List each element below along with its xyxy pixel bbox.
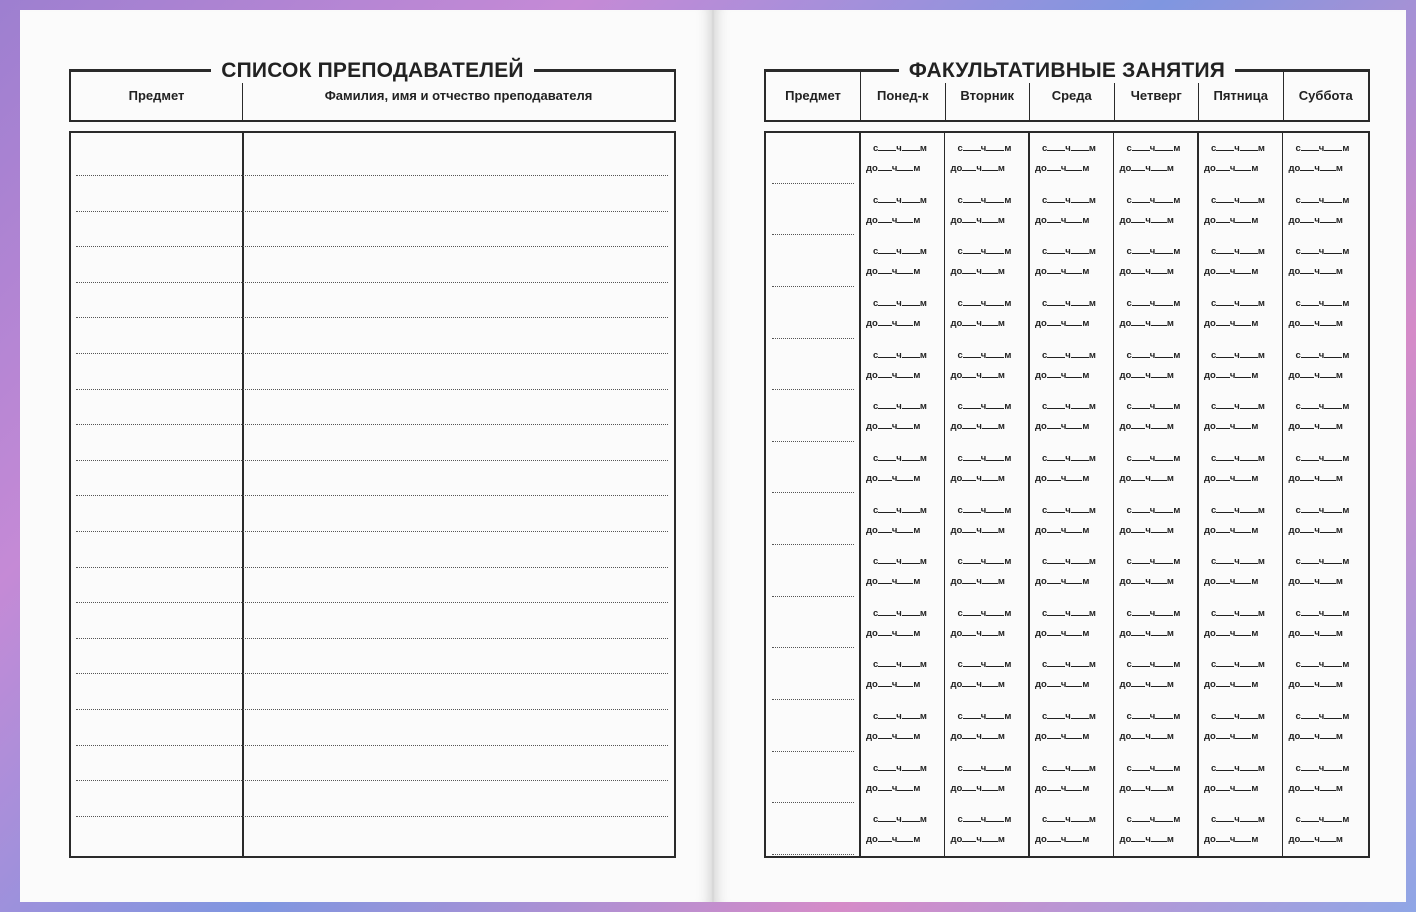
time-to-field[interactable]: до ч м bbox=[1035, 679, 1090, 691]
writing-line bbox=[76, 175, 668, 176]
time-to-field[interactable]: до ч м bbox=[866, 214, 921, 226]
time-from-field[interactable]: с ч м bbox=[957, 452, 1012, 464]
subject-writing-line[interactable] bbox=[772, 699, 854, 700]
time-to-field[interactable]: до ч м bbox=[1204, 834, 1259, 846]
time-to-field[interactable]: до ч м bbox=[1119, 782, 1174, 794]
time-from-field[interactable]: с ч м bbox=[1042, 194, 1096, 206]
time-to-field[interactable]: до ч м bbox=[1288, 782, 1343, 794]
writing-line bbox=[76, 816, 668, 817]
book-spine bbox=[712, 10, 714, 902]
writing-line bbox=[76, 531, 668, 532]
subject-writing-line[interactable] bbox=[772, 854, 854, 855]
time-from-field[interactable]: с ч м bbox=[957, 762, 1012, 774]
time-to-field[interactable]: до ч м bbox=[1035, 627, 1090, 639]
subject-writing-line[interactable] bbox=[772, 338, 854, 339]
elective-row bbox=[766, 288, 1368, 340]
time-from-field[interactable]: с ч м bbox=[957, 711, 1012, 723]
time-from-field[interactable]: с ч м bbox=[1211, 194, 1265, 206]
time-to-field[interactable]: до ч м bbox=[1204, 317, 1259, 329]
time-from-field[interactable]: с ч м bbox=[873, 349, 927, 361]
time-to-field[interactable]: до ч м bbox=[1288, 369, 1343, 381]
time-to-field[interactable]: до ч м bbox=[950, 782, 1005, 794]
time-to-field[interactable]: до ч м bbox=[866, 163, 921, 174]
time-from-field[interactable]: с ч м bbox=[1126, 762, 1181, 774]
time-to-field[interactable]: до ч м bbox=[950, 627, 1005, 639]
writing-line bbox=[76, 282, 668, 283]
time-from-field[interactable]: с ч м bbox=[1211, 143, 1265, 154]
header-saturday: Суббота bbox=[1298, 88, 1353, 103]
time-from-field[interactable]: с ч м bbox=[957, 246, 1012, 258]
time-from-field[interactable]: с ч м bbox=[1295, 349, 1350, 361]
time-from-field[interactable]: с ч м bbox=[873, 659, 927, 671]
time-to-field[interactable]: до ч м bbox=[950, 679, 1005, 691]
time-to-field[interactable]: до ч м bbox=[1035, 576, 1090, 588]
time-from-field[interactable]: с ч м bbox=[1295, 452, 1350, 464]
teachers-list-title-text: СПИСОК ПРЕПОДАВАТЕЛЕЙ bbox=[211, 59, 533, 83]
time-from-field[interactable]: с ч м bbox=[957, 607, 1012, 619]
time-from-field[interactable]: с ч м bbox=[1295, 504, 1350, 516]
subject-writing-line[interactable] bbox=[772, 544, 854, 545]
header-thursday: Четверг bbox=[1115, 71, 1200, 120]
writing-line bbox=[76, 673, 668, 674]
writing-line bbox=[76, 780, 668, 781]
time-to-field[interactable]: до ч м bbox=[1035, 782, 1090, 794]
writing-line bbox=[76, 211, 668, 212]
time-from-field[interactable]: с ч м bbox=[957, 504, 1012, 516]
time-from-field[interactable]: с ч м bbox=[1126, 194, 1181, 206]
header-friday: Пятница bbox=[1199, 71, 1284, 120]
time-to-field[interactable]: до ч м bbox=[1119, 266, 1174, 278]
time-from-field[interactable]: с ч м bbox=[1211, 814, 1265, 826]
elective-row bbox=[766, 340, 1368, 392]
time-from-field[interactable]: с ч м bbox=[1126, 711, 1181, 723]
time-to-field[interactable]: до ч м bbox=[866, 834, 921, 846]
electives-grid bbox=[766, 133, 1368, 856]
time-from-field[interactable]: с ч м bbox=[1295, 762, 1350, 774]
time-from-field[interactable]: с ч м bbox=[1126, 246, 1181, 258]
time-to-field[interactable]: до ч м bbox=[866, 317, 921, 329]
time-to-field[interactable]: до ч м bbox=[866, 782, 921, 794]
time-to-field[interactable]: до ч м bbox=[866, 524, 921, 536]
time-to-field[interactable]: до ч м bbox=[866, 266, 921, 278]
writing-line bbox=[76, 567, 668, 568]
time-from-field[interactable]: с ч м bbox=[1126, 143, 1181, 154]
time-from-field[interactable]: с ч м bbox=[1042, 711, 1096, 723]
writing-line bbox=[76, 638, 668, 639]
time-to-field[interactable]: до ч м bbox=[1204, 731, 1259, 743]
elective-row bbox=[766, 185, 1368, 237]
time-from-field[interactable]: с ч м bbox=[1126, 349, 1181, 361]
header-tuesday: Вторник bbox=[946, 71, 1031, 120]
time-to-field[interactable]: до ч м bbox=[950, 163, 1005, 174]
electives-table-body[interactable] bbox=[764, 131, 1370, 858]
time-from-field[interactable]: с ч м bbox=[1126, 452, 1181, 464]
elective-row bbox=[766, 391, 1368, 443]
time-to-field[interactable]: до ч м bbox=[1035, 834, 1090, 846]
time-to-field[interactable]: до ч м bbox=[1119, 576, 1174, 588]
time-to-field[interactable]: до ч м bbox=[1288, 576, 1343, 588]
time-to-field[interactable]: до ч м bbox=[1288, 627, 1343, 639]
time-to-field[interactable]: до ч м bbox=[950, 266, 1005, 278]
time-to-field[interactable]: до ч м bbox=[1288, 317, 1343, 329]
time-from-field[interactable]: с ч м bbox=[1042, 814, 1096, 826]
elective-row bbox=[766, 804, 1368, 856]
time-from-field[interactable]: с ч м bbox=[1042, 659, 1096, 671]
elective-row bbox=[766, 649, 1368, 701]
time-from-field[interactable]: с ч м bbox=[1126, 659, 1181, 671]
writing-line bbox=[76, 389, 668, 390]
time-from-field[interactable]: с ч м bbox=[873, 711, 927, 723]
time-from-field[interactable]: с ч м bbox=[873, 607, 927, 619]
time-to-field[interactable]: до ч м bbox=[1204, 627, 1259, 639]
time-to-field[interactable]: до ч м bbox=[950, 576, 1005, 588]
time-to-field[interactable]: до ч м bbox=[866, 576, 921, 588]
time-from-field[interactable]: с ч м bbox=[1211, 504, 1265, 516]
header-teacher-name: Фамилия, имя и отчество преподавателя bbox=[324, 88, 593, 103]
time-to-field[interactable]: до ч м bbox=[1119, 317, 1174, 329]
teachers-table-body[interactable] bbox=[69, 131, 676, 858]
subject-writing-line[interactable] bbox=[772, 802, 854, 803]
elective-row bbox=[766, 598, 1368, 650]
header-monday: Понед-к bbox=[861, 71, 946, 120]
time-to-field[interactable]: до ч м bbox=[866, 679, 921, 691]
time-from-field[interactable]: с ч м bbox=[1295, 659, 1350, 671]
time-to-field[interactable]: до ч м bbox=[1204, 214, 1259, 226]
time-to-field[interactable]: до ч м bbox=[1035, 731, 1090, 743]
time-from-field[interactable]: с ч м bbox=[873, 556, 927, 568]
time-from-field[interactable]: с ч м bbox=[1126, 297, 1181, 309]
time-from-field[interactable]: с ч м bbox=[1042, 762, 1096, 774]
time-to-field[interactable]: до ч м bbox=[1119, 421, 1174, 433]
time-from-field[interactable]: с ч м bbox=[873, 297, 927, 309]
time-to-field[interactable]: до ч м bbox=[1035, 472, 1090, 484]
time-from-field[interactable]: с ч м bbox=[1042, 452, 1096, 464]
time-from-field[interactable]: с ч м bbox=[873, 194, 927, 206]
time-to-field[interactable]: до ч м bbox=[950, 214, 1005, 226]
subject-writing-line[interactable] bbox=[772, 234, 854, 235]
time-from-field[interactable]: с ч м bbox=[1211, 349, 1265, 361]
time-to-field[interactable]: до ч м bbox=[1288, 679, 1343, 691]
time-from-field[interactable]: с ч м bbox=[1211, 401, 1265, 413]
time-from-field[interactable]: с ч м bbox=[873, 814, 927, 826]
elective-row bbox=[766, 236, 1368, 288]
time-from-field[interactable]: с ч м bbox=[1042, 401, 1096, 413]
time-from-field[interactable]: с ч м bbox=[1211, 556, 1265, 568]
time-to-field[interactable]: до ч м bbox=[950, 834, 1005, 846]
writing-lines bbox=[71, 133, 674, 856]
time-from-field[interactable]: с ч м bbox=[1211, 452, 1265, 464]
time-to-field[interactable]: до ч м bbox=[1204, 524, 1259, 536]
time-from-field[interactable]: с ч м bbox=[1295, 711, 1350, 723]
time-from-field[interactable]: с ч м bbox=[1126, 607, 1181, 619]
time-to-field[interactable]: до ч м bbox=[950, 317, 1005, 329]
time-to-field[interactable]: до ч м bbox=[1288, 524, 1343, 536]
time-to-field[interactable]: до ч м bbox=[1288, 834, 1343, 846]
time-to-field[interactable]: до ч м bbox=[1035, 524, 1090, 536]
time-to-field[interactable]: до ч м bbox=[1119, 524, 1174, 536]
subject-writing-line[interactable] bbox=[772, 751, 854, 752]
time-to-field[interactable]: до ч м bbox=[1119, 731, 1174, 743]
time-from-field[interactable]: с ч м bbox=[1211, 297, 1265, 309]
time-from-field[interactable]: с ч м bbox=[1211, 246, 1265, 258]
time-from-field[interactable]: с ч м bbox=[1126, 814, 1181, 826]
time-to-field[interactable]: до ч м bbox=[1288, 214, 1343, 226]
time-from-field[interactable]: с ч м bbox=[873, 452, 927, 464]
time-from-field[interactable]: с ч м bbox=[1295, 401, 1350, 413]
time-to-field[interactable]: до ч м bbox=[1288, 731, 1343, 743]
time-to-field[interactable]: до ч м bbox=[1035, 214, 1090, 226]
elective-row bbox=[766, 495, 1368, 547]
header-subject: Предмет bbox=[71, 71, 243, 120]
elective-row bbox=[766, 133, 1368, 185]
elective-row bbox=[766, 546, 1368, 598]
time-to-field[interactable]: до ч м bbox=[866, 421, 921, 433]
time-from-field[interactable]: с ч м bbox=[1295, 143, 1350, 154]
time-to-field[interactable]: до ч м bbox=[1288, 421, 1343, 433]
time-from-field[interactable]: с ч м bbox=[873, 762, 927, 774]
time-from-field[interactable]: с ч м bbox=[957, 143, 1012, 154]
time-from-field[interactable]: с ч м bbox=[957, 556, 1012, 568]
time-from-field[interactable]: с ч м bbox=[1042, 143, 1096, 154]
time-to-field[interactable]: до ч м bbox=[1035, 266, 1090, 278]
time-from-field[interactable]: с ч м bbox=[873, 143, 927, 154]
time-to-field[interactable]: до ч м bbox=[1119, 369, 1174, 381]
electives-title-text: ФАКУЛЬТАТИВНЫЕ ЗАНЯТИЯ bbox=[899, 59, 1235, 83]
time-to-field[interactable]: до ч м bbox=[866, 731, 921, 743]
time-to-field[interactable]: до ч м bbox=[1288, 266, 1343, 278]
time-to-field[interactable]: до ч м bbox=[1035, 163, 1090, 174]
time-to-field[interactable]: до ч м bbox=[1204, 421, 1259, 433]
header-subject: Предмет bbox=[766, 71, 861, 120]
time-to-field[interactable]: до ч м bbox=[1288, 163, 1343, 174]
time-to-field[interactable]: до ч м bbox=[950, 731, 1005, 743]
time-to-field[interactable]: до ч м bbox=[1288, 472, 1343, 484]
subject-writing-line[interactable] bbox=[772, 492, 854, 493]
time-to-field[interactable]: до ч м bbox=[1119, 679, 1174, 691]
elective-row bbox=[766, 443, 1368, 495]
time-from-field[interactable]: с ч м bbox=[1126, 401, 1181, 413]
time-from-field[interactable]: с ч м bbox=[957, 297, 1012, 309]
time-from-field[interactable]: с ч м bbox=[1042, 556, 1096, 568]
time-from-field[interactable]: с ч м bbox=[1042, 504, 1096, 516]
writing-line bbox=[76, 353, 668, 354]
writing-line bbox=[76, 246, 668, 247]
subject-writing-line[interactable] bbox=[772, 647, 854, 648]
time-to-field[interactable]: до ч м bbox=[1204, 369, 1259, 381]
time-from-field[interactable]: с ч м bbox=[1295, 814, 1350, 826]
time-to-field[interactable]: до ч м bbox=[1119, 834, 1174, 846]
time-to-field[interactable]: до ч м bbox=[950, 472, 1005, 484]
time-from-field[interactable]: с ч м bbox=[957, 814, 1012, 826]
time-to-field[interactable]: до ч м bbox=[866, 472, 921, 484]
time-to-field[interactable]: до ч м bbox=[1204, 163, 1259, 174]
time-to-field[interactable]: до ч м bbox=[866, 627, 921, 639]
time-from-field[interactable]: с ч м bbox=[957, 349, 1012, 361]
time-from-field[interactable]: с ч м bbox=[1042, 297, 1096, 309]
time-to-field[interactable]: до ч м bbox=[1204, 576, 1259, 588]
time-to-field[interactable]: до ч м bbox=[950, 421, 1005, 433]
subject-writing-line[interactable] bbox=[772, 389, 854, 390]
time-from-field[interactable]: с ч м bbox=[1295, 556, 1350, 568]
time-from-field[interactable]: с ч м bbox=[1295, 194, 1350, 206]
time-to-field[interactable]: до ч м bbox=[1204, 679, 1259, 691]
time-from-field[interactable]: с ч м bbox=[1042, 246, 1096, 258]
time-from-field[interactable]: с ч м bbox=[873, 246, 927, 258]
time-from-field[interactable]: с ч м bbox=[1126, 504, 1181, 516]
time-from-field[interactable]: с ч м bbox=[1295, 607, 1350, 619]
time-from-field[interactable]: с ч м bbox=[1211, 659, 1265, 671]
time-from-field[interactable]: с ч м bbox=[1126, 556, 1181, 568]
time-from-field[interactable]: с ч м bbox=[1295, 297, 1350, 309]
writing-line bbox=[76, 709, 668, 710]
time-from-field[interactable]: с ч м bbox=[1211, 711, 1265, 723]
time-to-field[interactable]: до ч м bbox=[1204, 472, 1259, 484]
time-from-field[interactable]: с ч м bbox=[957, 659, 1012, 671]
time-to-field[interactable]: до ч м bbox=[866, 369, 921, 381]
subject-writing-line[interactable] bbox=[772, 183, 854, 184]
writing-line bbox=[76, 424, 668, 425]
time-to-field[interactable]: до ч м bbox=[1119, 214, 1174, 226]
writing-line bbox=[76, 460, 668, 461]
time-from-field[interactable]: с ч м bbox=[873, 401, 927, 413]
header-wednesday: Среда bbox=[1030, 71, 1115, 120]
writing-line bbox=[76, 495, 668, 496]
time-to-field[interactable]: до ч м bbox=[1119, 472, 1174, 484]
time-to-field[interactable]: до ч м bbox=[950, 369, 1005, 381]
time-from-field[interactable]: с ч м bbox=[1295, 246, 1350, 258]
elective-row bbox=[766, 753, 1368, 805]
time-to-field[interactable]: до ч м bbox=[1035, 317, 1090, 329]
time-to-field[interactable]: до ч м bbox=[950, 524, 1005, 536]
time-to-field[interactable]: до ч м bbox=[1204, 782, 1259, 794]
elective-row bbox=[766, 701, 1368, 753]
subject-writing-line[interactable] bbox=[772, 441, 854, 442]
time-from-field[interactable]: с ч м bbox=[957, 194, 1012, 206]
time-to-field[interactable]: до ч м bbox=[1035, 421, 1090, 433]
subject-writing-line[interactable] bbox=[772, 596, 854, 597]
time-from-field[interactable]: с ч м bbox=[873, 504, 927, 516]
writing-line bbox=[76, 745, 668, 746]
time-from-field[interactable]: с ч м bbox=[1042, 607, 1096, 619]
time-from-field[interactable]: с ч м bbox=[1042, 349, 1096, 361]
time-from-field[interactable]: с ч м bbox=[1211, 762, 1265, 774]
time-to-field[interactable]: до ч м bbox=[1119, 627, 1174, 639]
time-to-field[interactable]: до ч м bbox=[1035, 369, 1090, 381]
time-to-field[interactable]: до ч м bbox=[1119, 163, 1174, 174]
time-from-field[interactable]: с ч м bbox=[957, 401, 1012, 413]
writing-line bbox=[76, 317, 668, 318]
time-to-field[interactable]: до ч м bbox=[1204, 266, 1259, 278]
writing-line bbox=[76, 602, 668, 603]
subject-writing-line[interactable] bbox=[772, 286, 854, 287]
time-from-field[interactable]: с ч м bbox=[1211, 607, 1265, 619]
